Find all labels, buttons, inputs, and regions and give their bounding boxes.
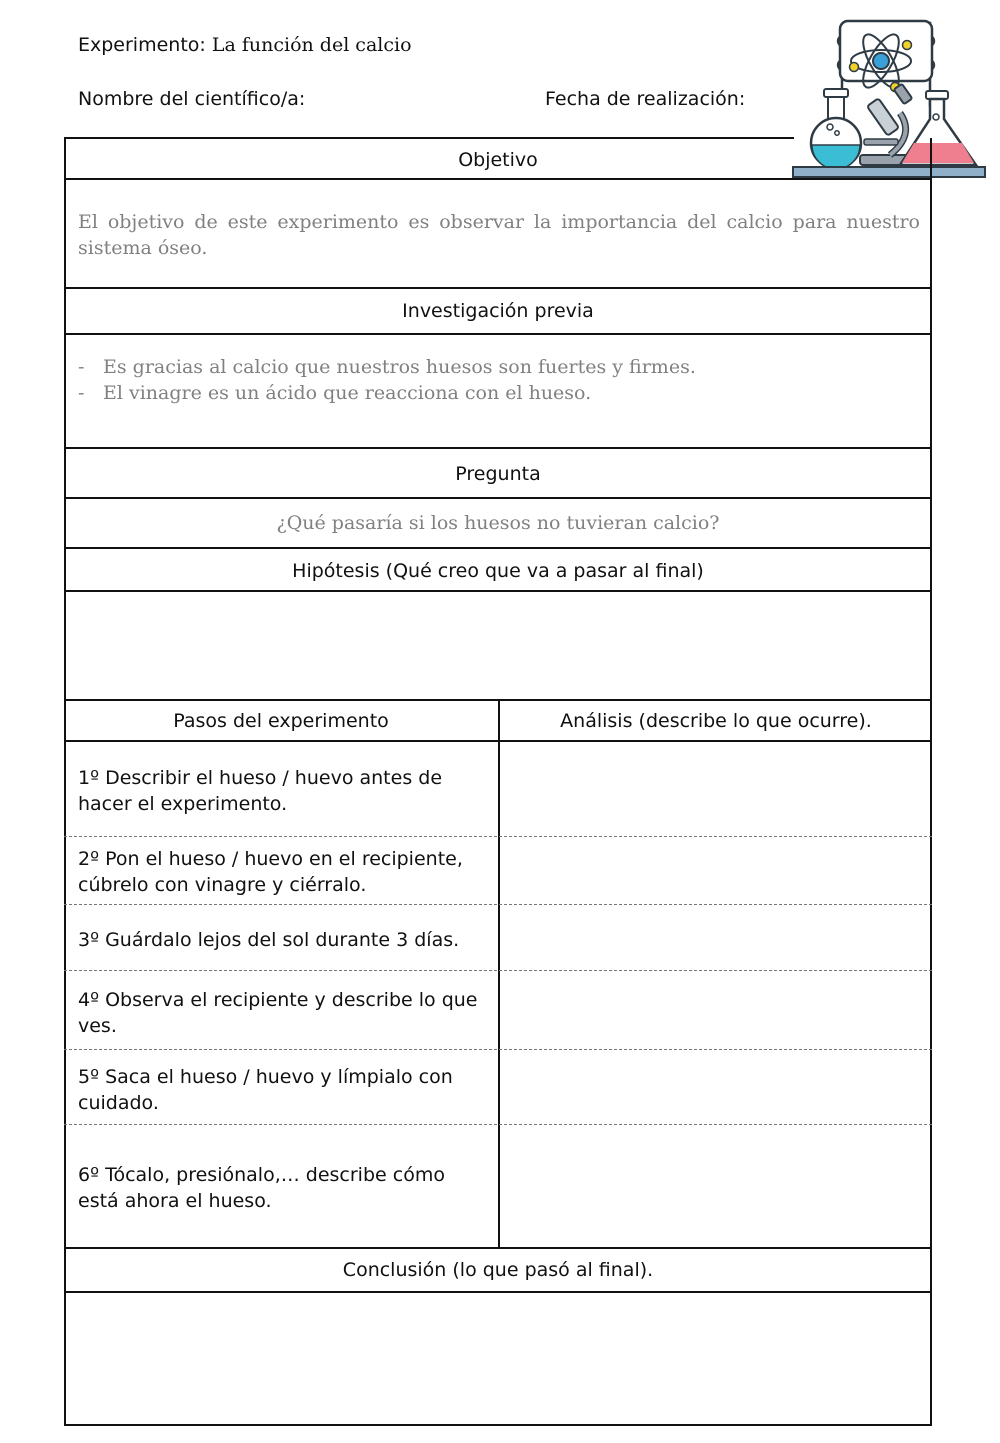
investigacion-item [78, 380, 920, 406]
hipotesis-answer-area[interactable] [66, 592, 930, 699]
analysis-cell[interactable] [500, 1051, 930, 1124]
rule [64, 447, 932, 449]
dashed-divider [64, 1124, 932, 1125]
step-item: 4º Observa el recipiente y describe lo que ves. [78, 989, 478, 1037]
rule [64, 287, 932, 289]
date-label: Fecha de realización: [545, 88, 746, 110]
rule [64, 137, 794, 139]
bullet: - [78, 356, 85, 378]
analysis-cell[interactable] [500, 972, 930, 1049]
step-item: 5º Saca el hueso / huevo y límpialo con cuidado. [78, 1066, 453, 1114]
analysis-cell[interactable] [500, 1126, 930, 1247]
conclusion-answer-area[interactable] [66, 1293, 930, 1423]
dashed-divider [64, 904, 932, 905]
step-item: 3º Guárdalo lejos del sol durante 3 días. [78, 929, 460, 951]
page-title [78, 34, 412, 56]
rule [64, 178, 932, 180]
conclusion-title: Conclusión (lo que pasó al final). [342, 1259, 654, 1281]
col-steps-header: Pasos del experimento [173, 710, 389, 732]
rule [64, 333, 932, 335]
investigacion-title: Investigación previa [402, 300, 594, 322]
rule [64, 1424, 932, 1426]
investigacion-item [78, 354, 920, 380]
analysis-cell[interactable] [500, 906, 930, 970]
rule [64, 1247, 932, 1249]
investigacion-item-text: El vinagre es un ácido que reacciona con el hueso. [103, 382, 592, 404]
analysis-cell[interactable] [500, 742, 930, 836]
scientist-name-label: Nombre del científico/a: [78, 88, 306, 110]
rule [64, 547, 932, 549]
investigacion-item-text: Es gracias al calcio que nuestros huesos son fuertes y firmes. [103, 356, 696, 378]
pregunta-text: ¿Qué pasaría si los huesos no tuvieran calcio? [276, 512, 720, 534]
rule [64, 497, 932, 499]
step-item: 2º Pon el hueso / huevo en el recipiente, cúbrelo con vinagre y ciérralo. [78, 848, 463, 896]
title-main: La función del calcio [211, 34, 412, 56]
dashed-divider [64, 1049, 932, 1050]
dashed-divider [64, 836, 932, 837]
title-prefix: Experimento: [78, 34, 206, 56]
objetivo-text: El objetivo de este experimento es observar la importancia del calcio para nuestro sistema óseo. [78, 211, 920, 259]
step-item: 6º Tócalo, presiónalo,… describe cómo está ahora el hueso. [78, 1164, 445, 1212]
hipotesis-title: Hipótesis (Qué creo que va a pasar al final) [292, 560, 704, 582]
pregunta-title: Pregunta [455, 463, 541, 485]
col-analysis-header: Análisis (describe lo que ocurre). [560, 710, 872, 732]
dashed-divider [64, 970, 932, 971]
step-item: 1º Describir el hueso / huevo antes de hacer el experimento. [78, 767, 443, 815]
objetivo-title: Objetivo [458, 149, 538, 171]
analysis-cell[interactable] [500, 838, 930, 904]
bullet: - [78, 382, 85, 404]
